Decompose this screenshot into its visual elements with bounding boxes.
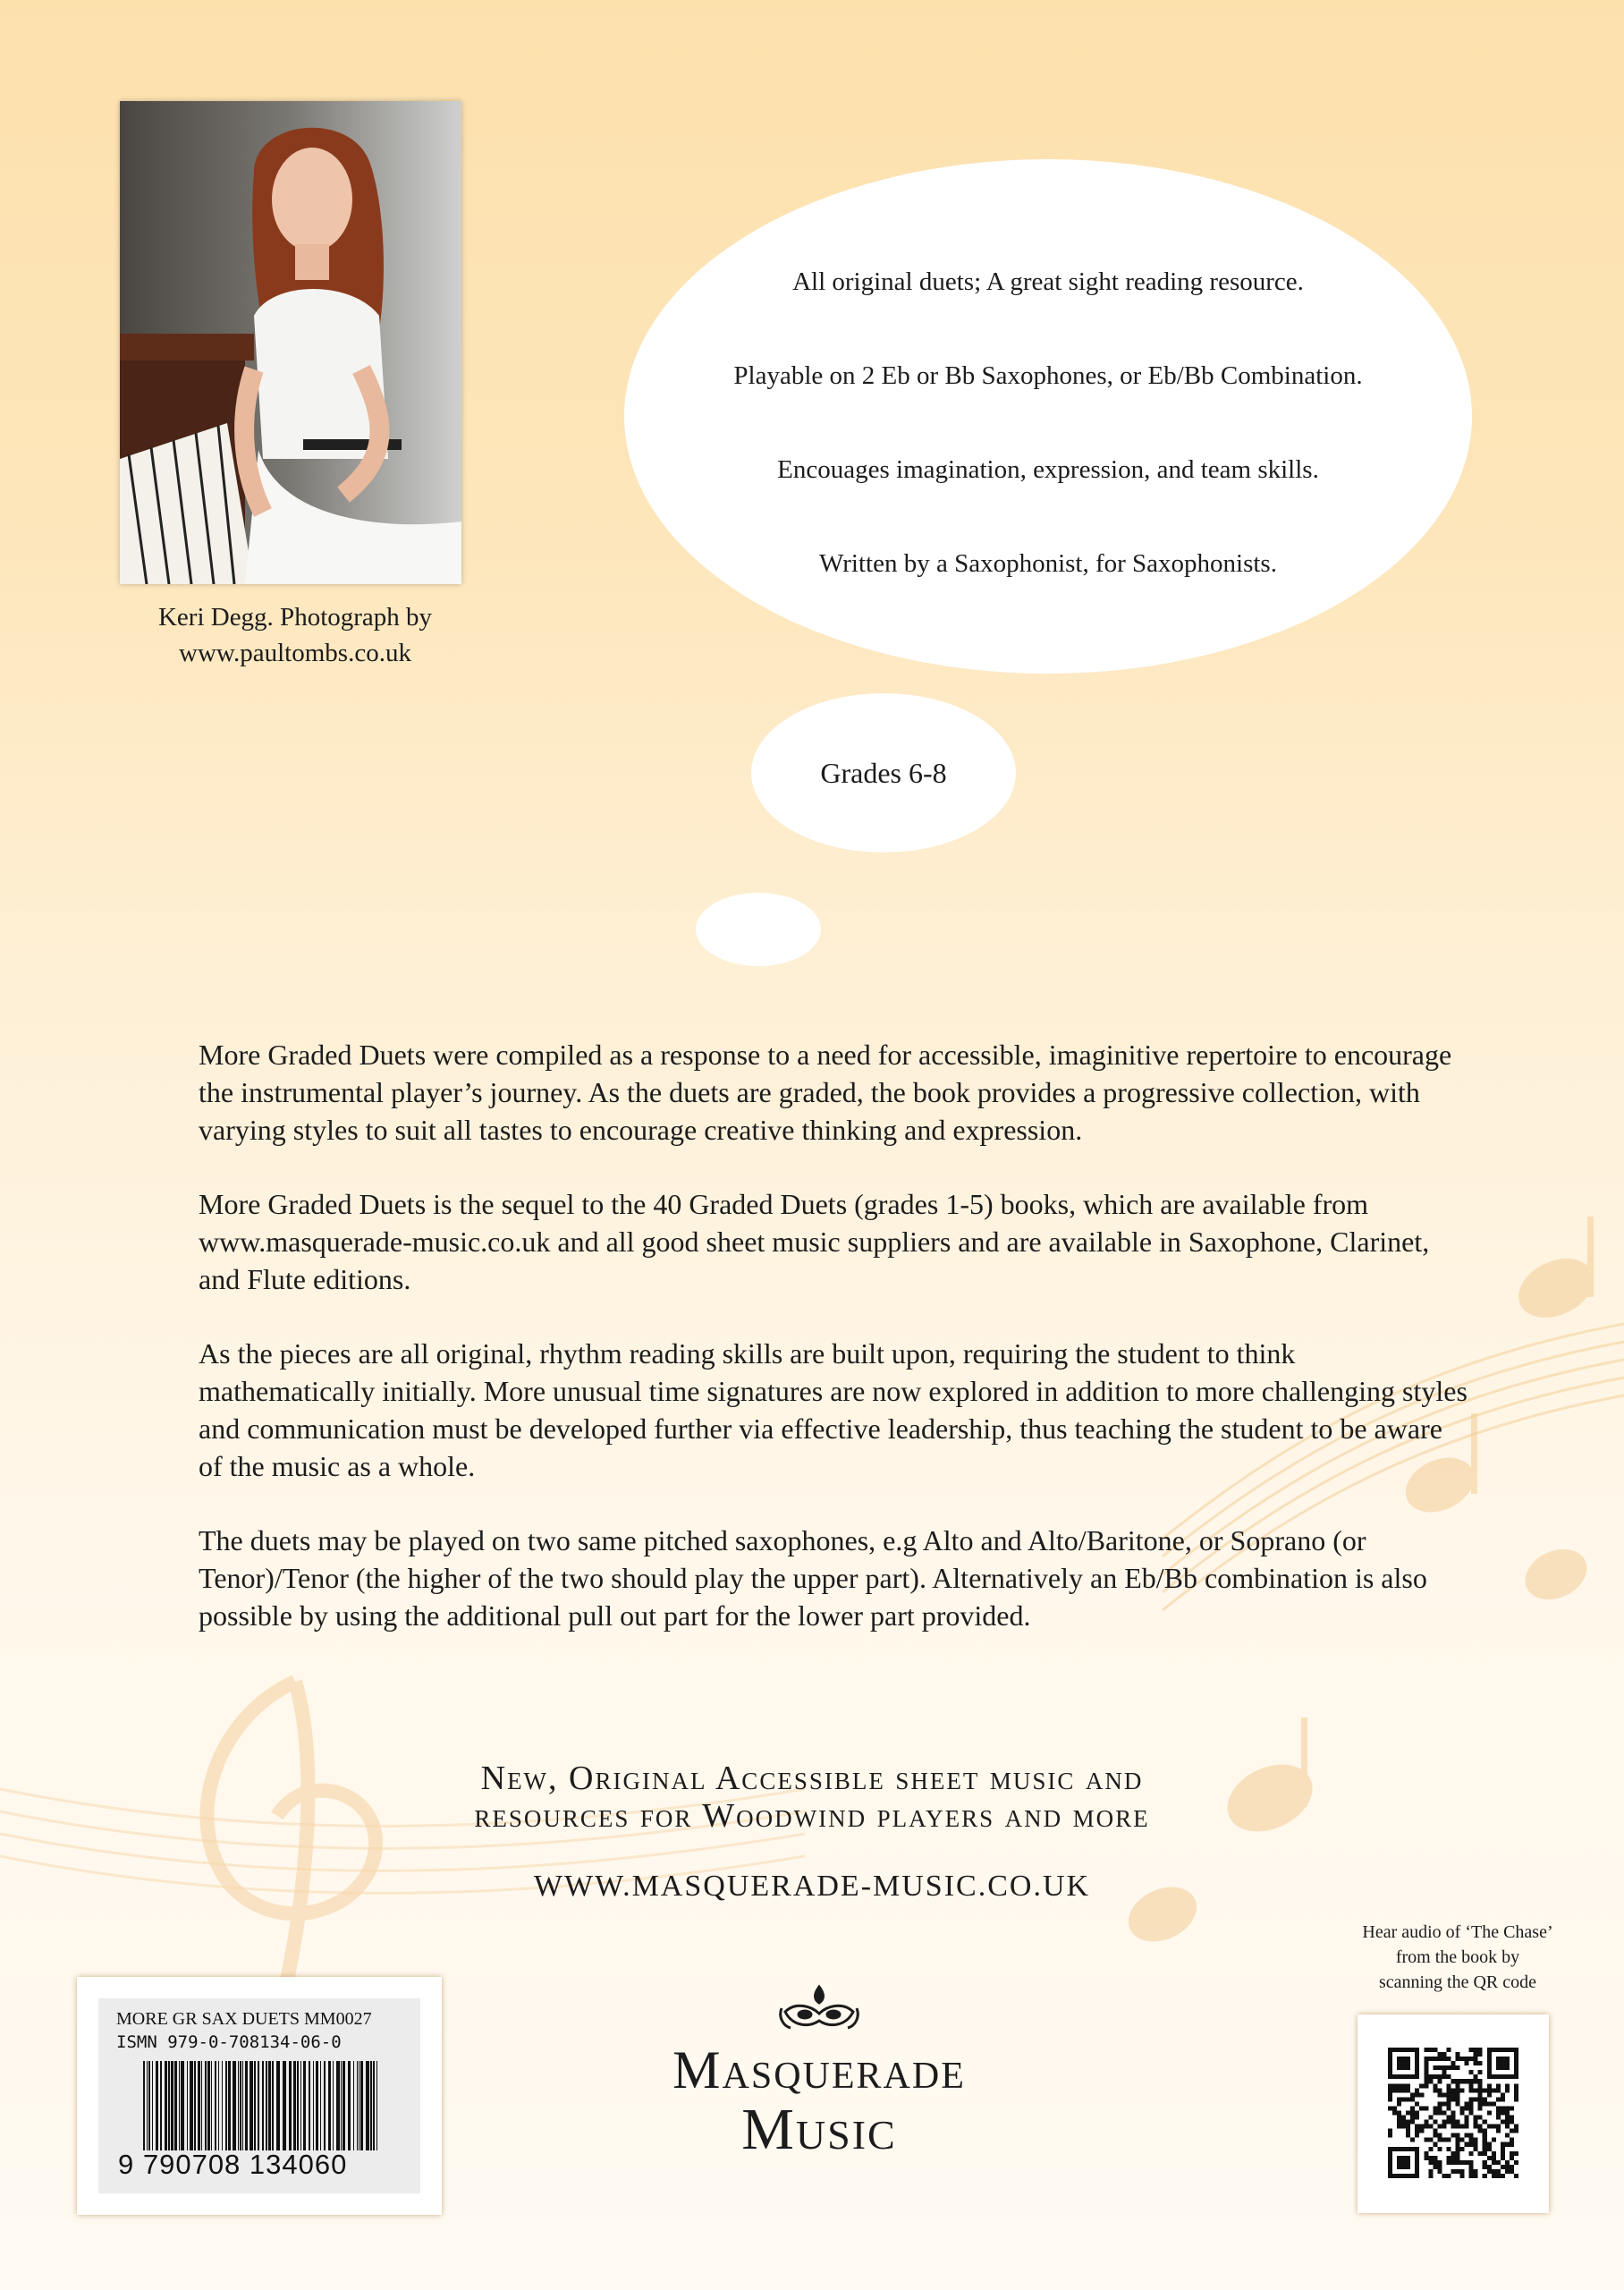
- qr-code[interactable]: [1358, 2014, 1549, 2213]
- description-paragraph: The duets may be played on two same pitched saxophones, e.g Alto and Alto/Baritone, or Soprano (or Tenor)/Tenor (the higher of the two should play the upper part). Alternatively an Eb/Bb combination is also possible by using the additional pull out part for the lower part provided.: [199, 1524, 1427, 1632]
- description-paragraph: More Graded Duets were compiled as a response to a need for accessible, imaginitive repertoire to encourage the instrumental player’s journey. As the duets are graded, the book provides a progressive collection, with varying styles to suit all tastes to encourage creative thinking and expression.: [199, 1039, 1452, 1146]
- barcode-digits: 9 790708 134060: [118, 2149, 348, 2180]
- barcode-icon: [143, 2061, 383, 2150]
- bubble-line: Playable on 2 Eb or Bb Saxophones, or Eb/Bb Combination.: [733, 361, 1363, 390]
- portrait-photo: [120, 101, 461, 584]
- portrait-image-icon: [120, 101, 461, 584]
- thought-bubble-main: [624, 159, 1472, 674]
- photo-caption-line: Keri Degg. Photograph by: [157, 603, 433, 632]
- qr-instruction: [1324, 1920, 1592, 1995]
- qr-instruction-line: scanning the QR code: [1378, 1972, 1537, 1992]
- description-text: [199, 1036, 1468, 1671]
- photo-caption-line: www.paultombs.co.uk: [179, 639, 411, 667]
- bubble-line: Encouages imagination, expression, and team skills.: [777, 455, 1319, 484]
- thought-bubble-small: [696, 893, 821, 966]
- tagline: [268, 1760, 1356, 1835]
- barcode-title: MORE GR SAX DUETS MM0027: [116, 2009, 372, 2029]
- tagline-line: resources for Woodwind players and more: [474, 1797, 1150, 1835]
- qr-instruction-line: Hear audio of ‘The Chase’: [1362, 1922, 1553, 1942]
- thought-bubble-grades: [751, 693, 1016, 852]
- barcode-ismn: ISMN 979-0-708134-06-0: [116, 2032, 342, 2052]
- bubble-line: All original duets; A great sight reading resource.: [792, 267, 1304, 296]
- logo-text-music: Music: [741, 2097, 897, 2162]
- qr-instruction-line: from the book by: [1395, 1947, 1520, 1967]
- mask-ornament-icon: [778, 1981, 860, 2037]
- website-url[interactable]: WWW.MASQUERADE-MUSIC.CO.UK: [533, 1870, 1091, 1903]
- bubble-line: Written by a Saxophonist, for Saxophonists.: [819, 549, 1277, 578]
- logo-text-masquerade: Masquerade: [672, 2040, 966, 2099]
- barcode-label: [77, 1977, 442, 2215]
- qr-code-icon: [1388, 2048, 1518, 2178]
- description-paragraph: As the pieces are all original, rhythm reading skills are built upon, requiring the student to think mathematically initially. More unusual time signatures are now explored in addition to more challenging styles and communication must be developed further via effective leadership, thus teaching the student to be aware of the music as a whole.: [199, 1337, 1468, 1482]
- description-paragraph: More Graded Duets is the sequel to the 40 Graded Duets (grades 1-5) books, which are available from www.masquerade-music.co.uk and all good sheet music suppliers and are available in Saxophone, Clarinet, and Flute editions.: [199, 1188, 1430, 1295]
- masquerade-music-logo: [626, 1981, 1012, 2160]
- photo-caption: [98, 599, 492, 671]
- tagline-line: New, Original Accessible sheet music and: [480, 1760, 1144, 1797]
- grades-label: Grades 6-8: [820, 756, 947, 789]
